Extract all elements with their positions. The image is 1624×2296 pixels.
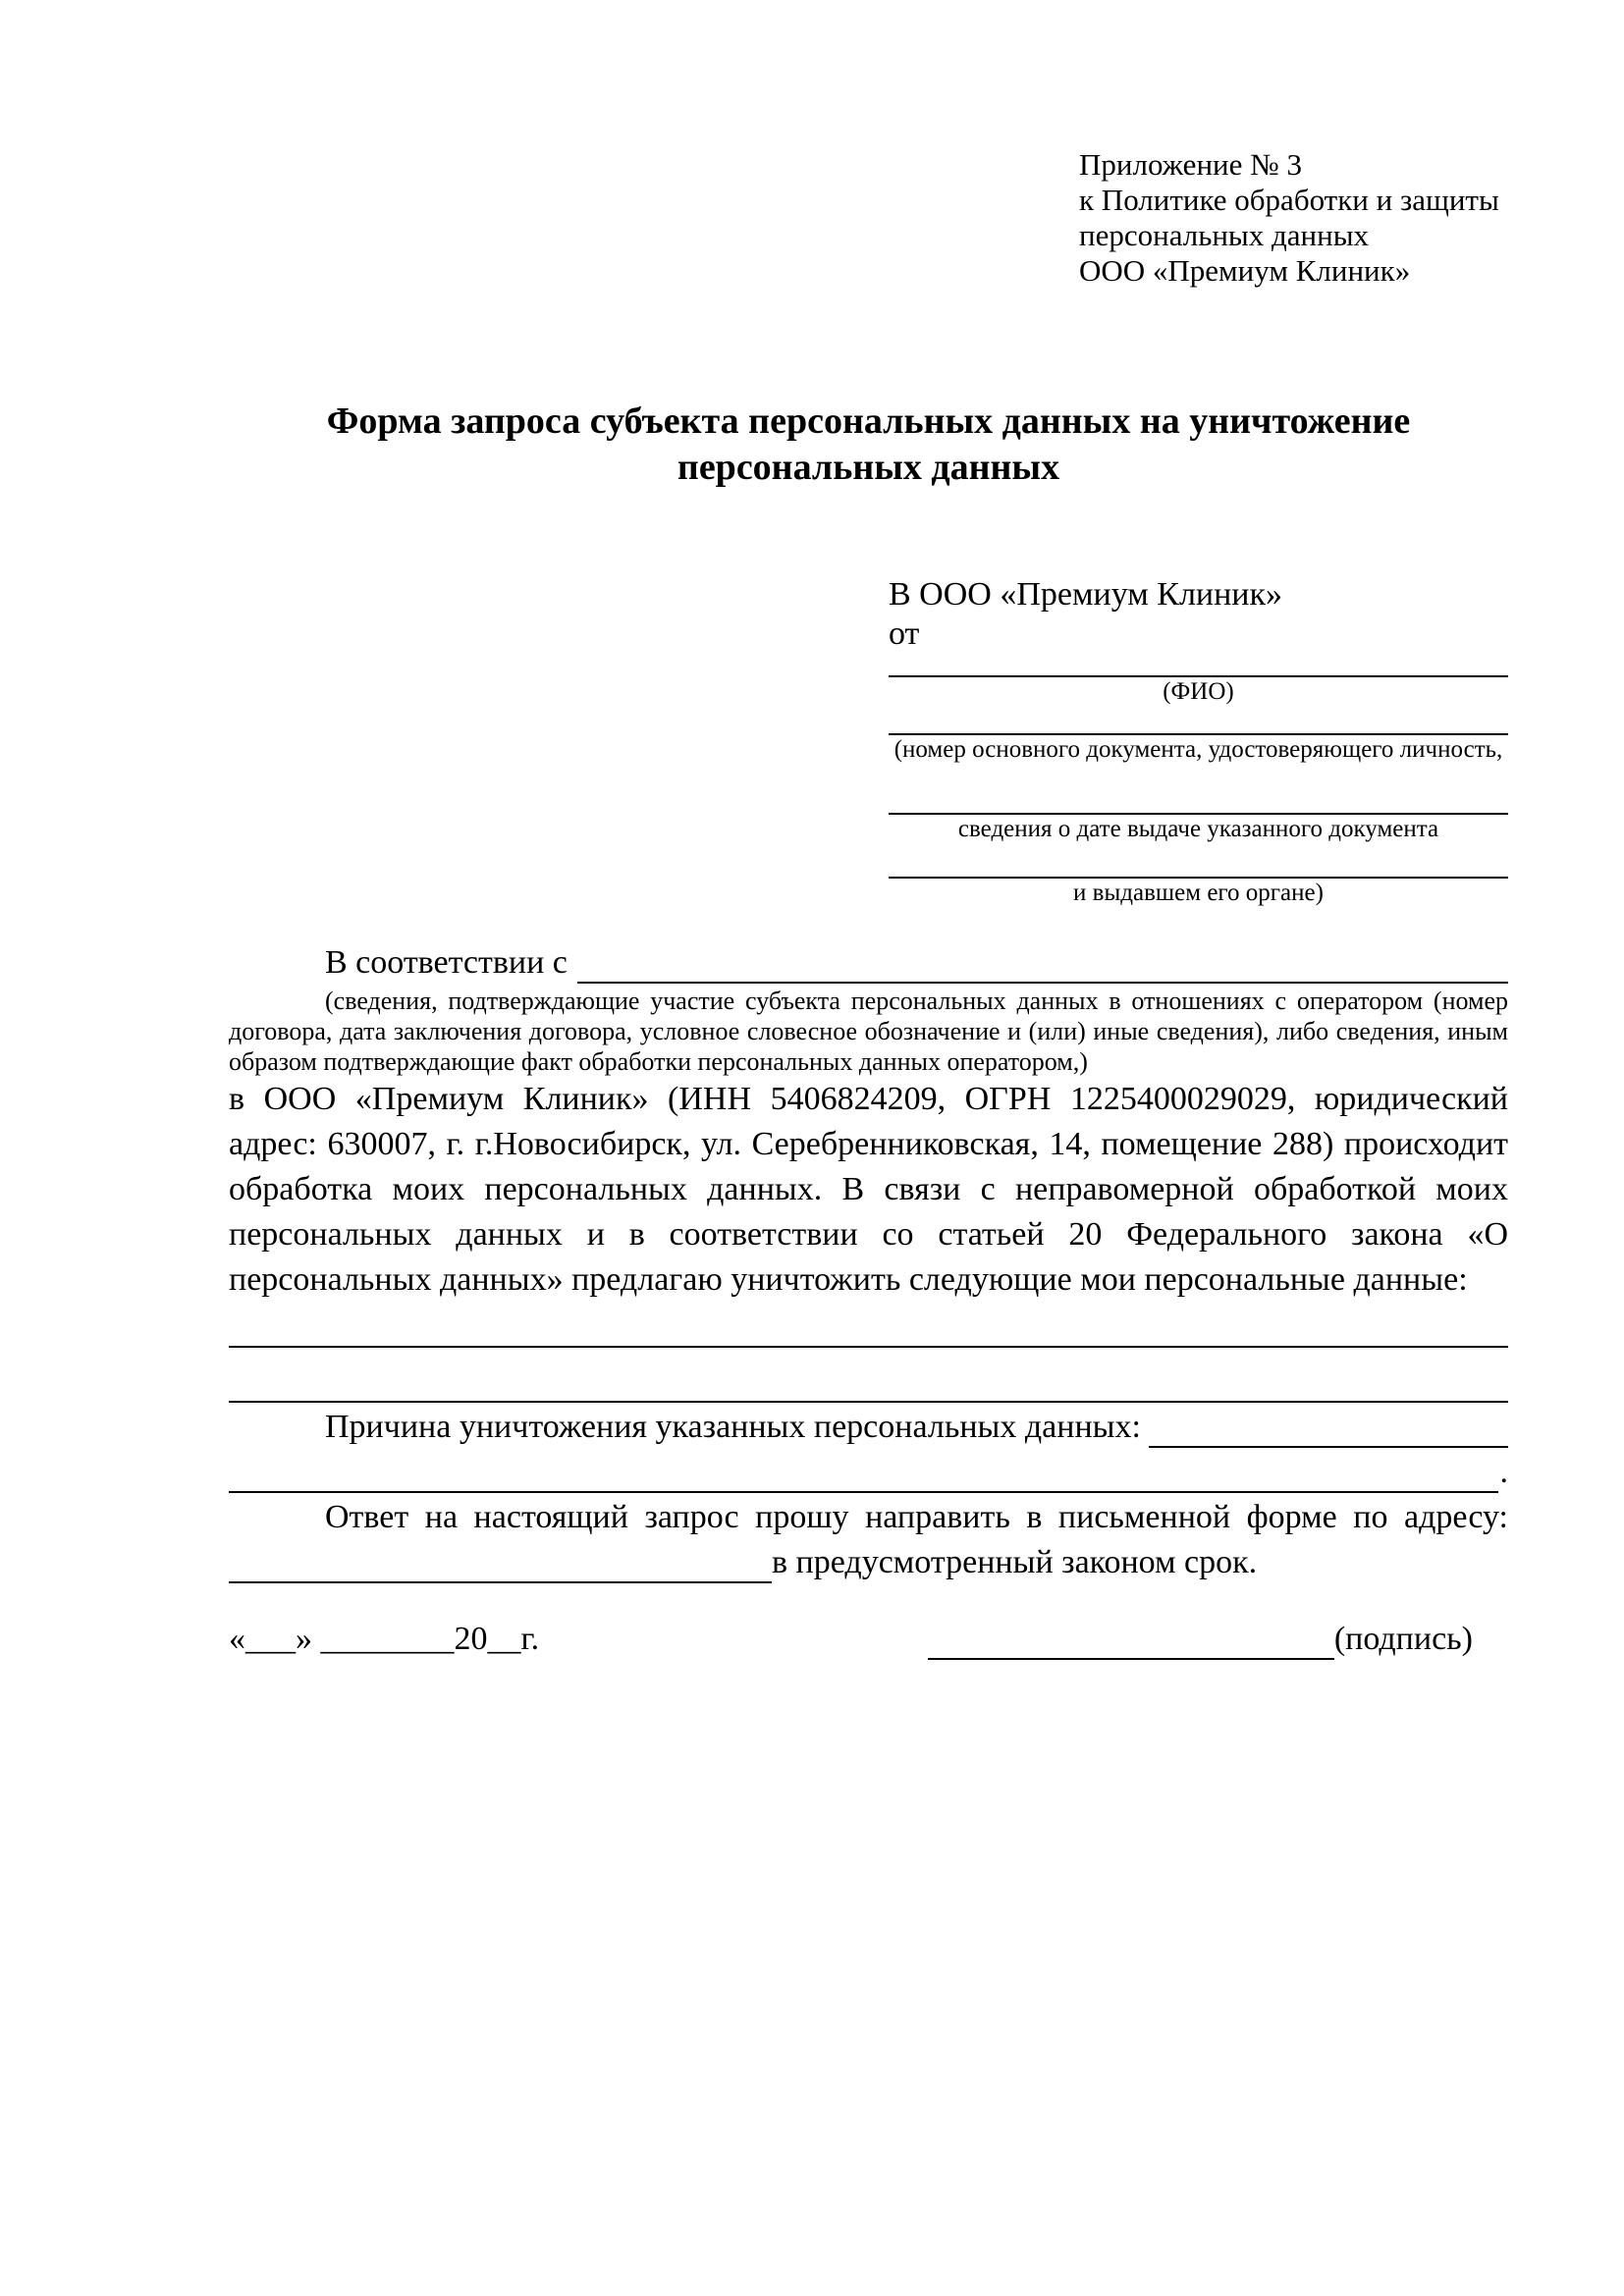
page-title: Форма запроса субъекта персональных данных на уничтожение персональных данных <box>326 400 1411 488</box>
appendix-header <box>1079 0 1508 289</box>
response-tail: в предусмотренный законом срок. <box>772 1544 1258 1580</box>
reason-row <box>229 1405 1508 1450</box>
main-paragraph: в ООО «Премиум Клиник» (ИНН 5406824209, ОГРН 1225400029029, юридический адрес: 630007, г. г.Новосибирск, ул. Серебренниковская, 14, помещение 288) происходит обработка моих персональных данных. В связи с неправомерной обработкой моих персональных данных и в соответствии со статьей 20 Федерального закона «О персональных данных» предлагаю уничтожить следующие мои персональные данные: <box>229 1081 1508 1298</box>
issuing-authority-fill-line <box>889 843 1508 879</box>
document-number-fill-line <box>889 706 1508 735</box>
appendix-header-line: к Политике обработки и защиты <box>1079 183 1499 217</box>
address-fill-line <box>229 1581 772 1583</box>
date-line: «___» ________20__г. <box>229 1621 540 1657</box>
document-content <box>229 0 1508 1662</box>
reason-fill-line <box>1149 1446 1508 1448</box>
document-number-caption: (номер основного документа, удостоверяющего личность, <box>893 736 1503 763</box>
appendix-header-line: Приложение № 3 <box>1079 147 1302 182</box>
appendix-header-line: персональных данных <box>1079 218 1370 252</box>
data-fill-line-1 <box>229 1303 1508 1348</box>
signature-fill-line <box>928 1658 1334 1660</box>
accordance-note: (сведения, подтверждающие участие субъекта персональных данных в отношениях с оператором (номер договора, дата заключения договора, условное словесное обозначение и (или) иные сведения), либо сведения, иным образом подтверждающие факт обработки персональных данных оператором,) <box>229 987 1508 1076</box>
reason-continuation-row <box>229 1450 1508 1495</box>
accordance-row <box>229 940 1508 986</box>
appendix-header-line: ООО «Премиум Клиник» <box>1079 253 1411 288</box>
reason-continuation-fill-line <box>229 1491 1498 1493</box>
addressee-block <box>889 575 1508 907</box>
footer-row <box>229 1617 1508 1662</box>
issue-date-caption: сведения о дате выдаче указанного документа <box>957 816 1439 842</box>
fio-caption: (ФИО) <box>1163 678 1234 705</box>
accordance-fill-line <box>577 982 1508 984</box>
fio-fill-line <box>889 654 1508 677</box>
signature-group <box>928 1617 1473 1662</box>
signature-caption: (подпись) <box>1333 1621 1473 1657</box>
reason-label: Причина уничтожения указанных персональных данных: <box>325 1409 1141 1445</box>
response-first-line: Ответ на настоящий запрос прошу направить в письменной форме по адресу: <box>325 1499 1508 1535</box>
reason-period: . <box>1499 1454 1508 1490</box>
response-second-line <box>229 1540 1508 1585</box>
data-fill-line-2 <box>229 1358 1508 1403</box>
addressee-from-label: от <box>889 615 920 652</box>
issuing-authority-caption: и выдавшем его органе) <box>1073 880 1324 906</box>
issue-date-fill-line <box>889 764 1508 815</box>
accordance-lead: В соответствии с <box>325 944 568 981</box>
addressee-to-line: В ООО «Премиум Клиник» <box>889 576 1283 613</box>
